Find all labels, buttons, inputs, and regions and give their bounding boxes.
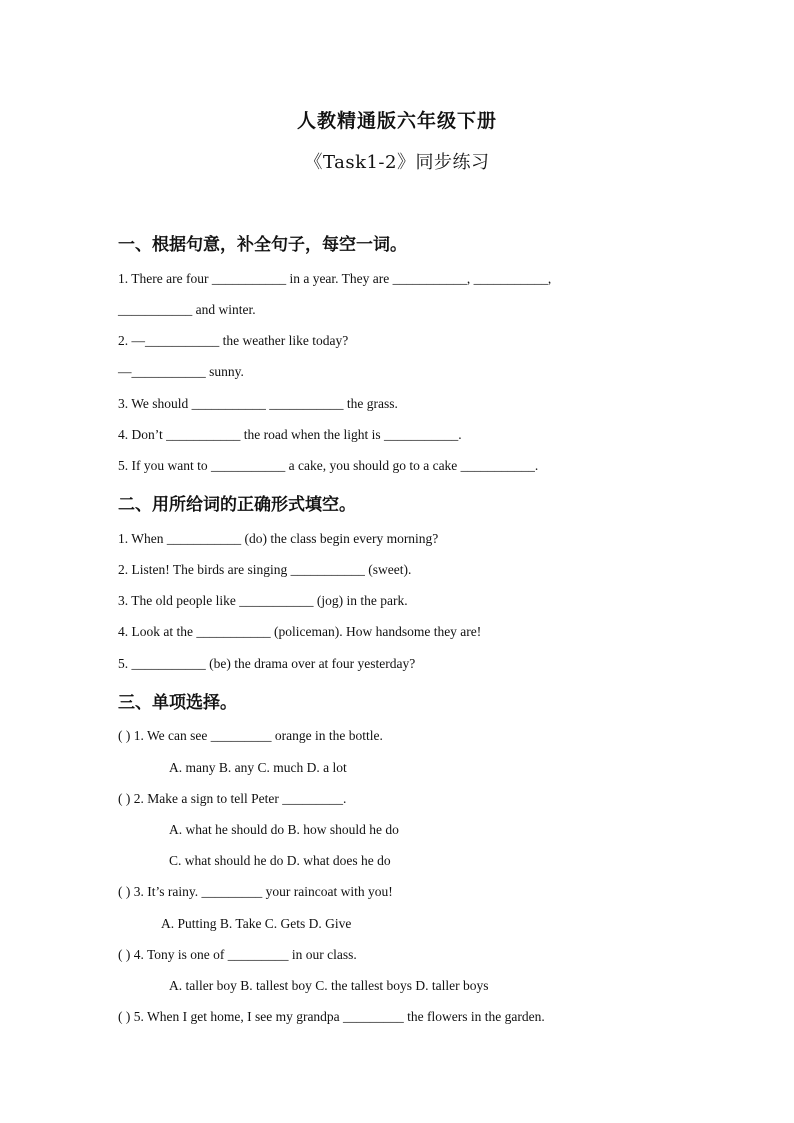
question-line: 4. Look at the ___________ (policeman). How handsome they are! <box>118 624 482 639</box>
question-line: 3. We should ___________ ___________ the grass. <box>118 396 398 411</box>
question-line: ( ) 3. It’s rainy. _________ your raincoat with you! <box>118 884 393 899</box>
question-line: 5. If you want to ___________ a cake, you should go to a cake ___________. <box>118 458 539 473</box>
question-line: 5. ___________ (be) the drama over at four yesterday? <box>118 656 416 671</box>
question-line: ( ) 1. We can see _________ orange in the bottle. <box>118 728 383 743</box>
question-line: 2. Listen! The birds are singing ___________ (sweet). <box>118 562 412 577</box>
answer-options: A. many B. any C. much D. a lot <box>169 760 347 775</box>
answer-options: A. Putting B. Take C. Gets D. Give <box>161 916 352 931</box>
answer-options: C. what should he do D. what does he do <box>169 853 391 868</box>
question-line: 1. There are four ___________ in a year. They are ___________, ___________, <box>118 271 552 286</box>
question-line: ( ) 5. When I get home, I see my grandpa _________ the flowers in the garden. <box>118 1009 545 1024</box>
page-title: 人教精通版六年级下册 <box>296 110 497 132</box>
page-subtitle: 《Task1-2》同步练习 <box>304 152 490 173</box>
question-line: ( ) 4. Tony is one of _________ in our class. <box>118 947 357 962</box>
section-heading: 二、用所给词的正确形式填空。 <box>118 495 356 515</box>
question-line: ___________ and winter. <box>118 302 256 317</box>
question-line: ( ) 2. Make a sign to tell Peter _________. <box>118 791 347 806</box>
question-line: 3. The old people like ___________ (jog) in the park. <box>118 593 408 608</box>
answer-options: A. what he should do B. how should he do <box>169 822 399 837</box>
question-line: 2. —___________ the weather like today? <box>118 333 349 348</box>
question-line: 1. When ___________ (do) the class begin every morning? <box>118 531 439 546</box>
section-heading: 一、根据句意，补全句子，每空一词。 <box>118 235 407 255</box>
answer-options: A. taller boy B. tallest boy C. the tallest boys D. taller boys <box>169 978 489 993</box>
section-heading: 三、单项选择。 <box>118 693 237 713</box>
question-line: —___________ sunny. <box>118 364 244 379</box>
question-line: 4. Don’t ___________ the road when the light is ___________. <box>118 427 462 442</box>
